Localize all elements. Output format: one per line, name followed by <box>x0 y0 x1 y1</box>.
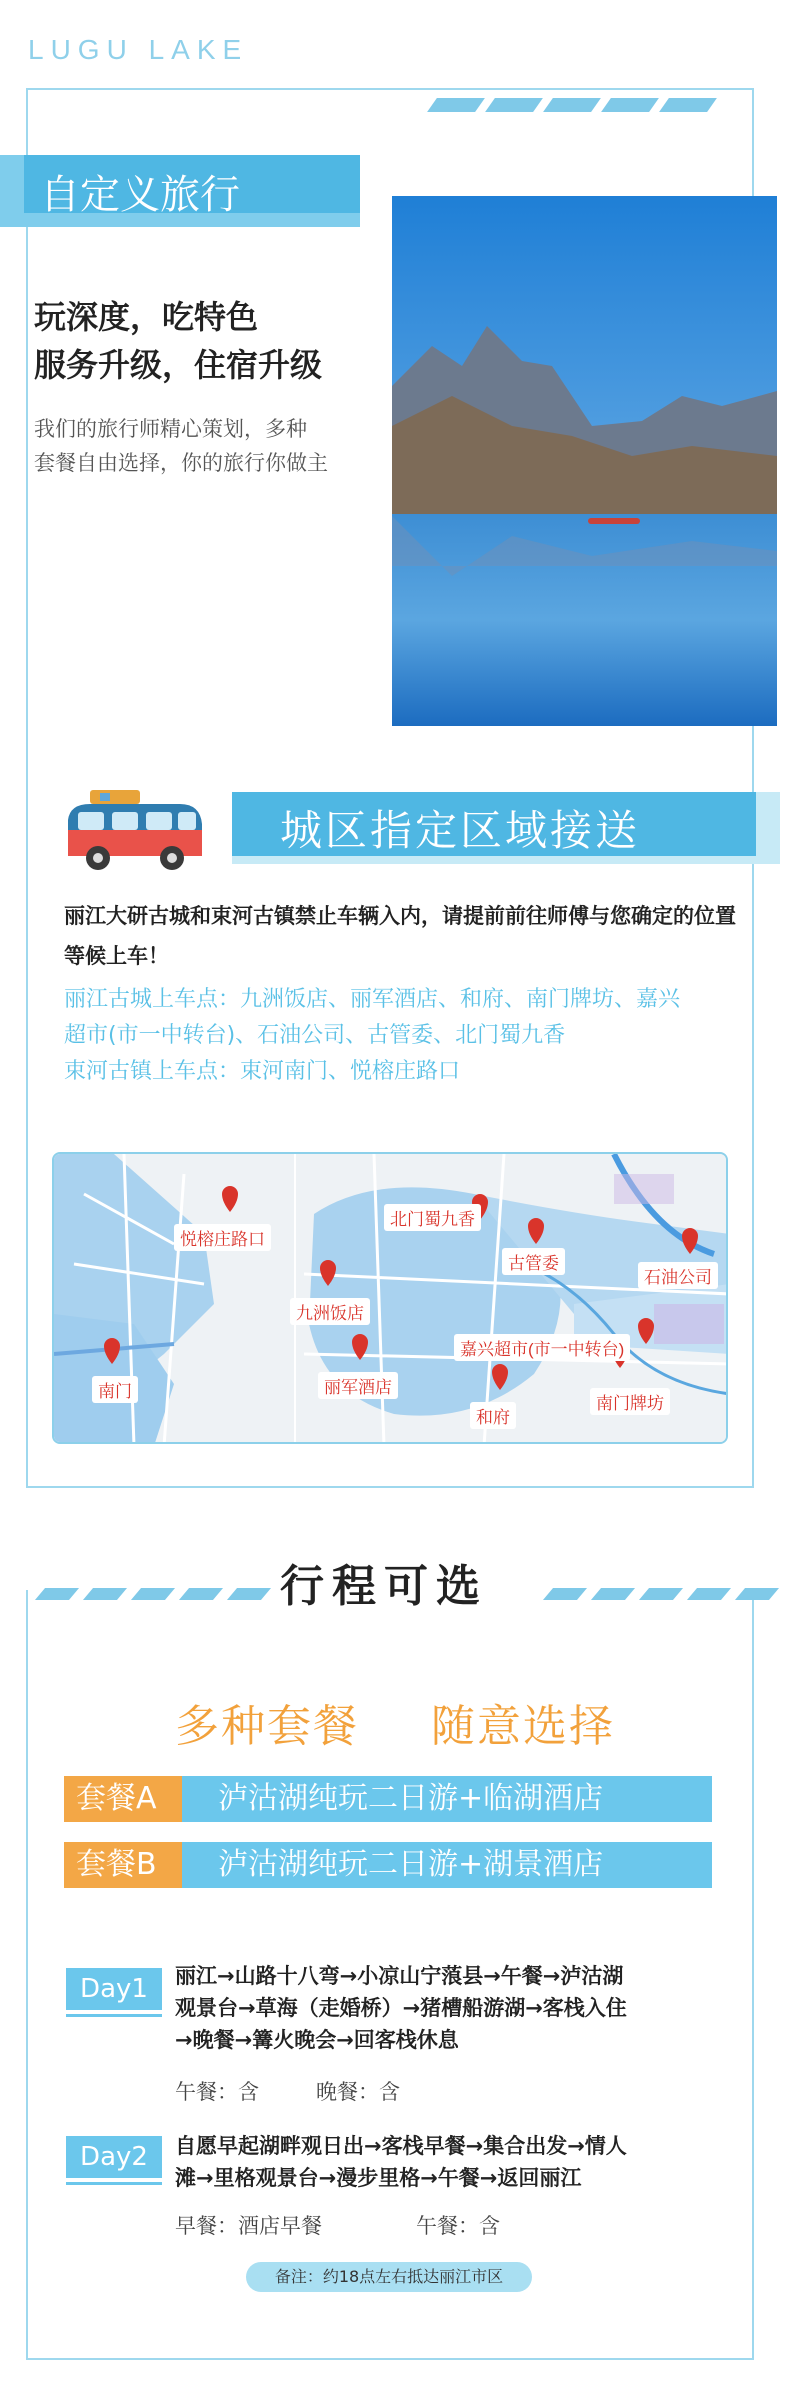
package-a[interactable] <box>64 1776 712 1822</box>
map-label-nanmen-paifang[interactable]: 南门牌坊 <box>590 1388 670 1415</box>
day1-tag: Day1 <box>66 1968 162 2010</box>
map-label-beimen[interactable]: 北门蜀九香 <box>384 1204 481 1231</box>
slogan-1: 多种套餐 <box>175 1701 359 1752</box>
intro-desc-line-1: 我们的旅行师精心策划，多种 <box>34 417 307 441</box>
day1-route-line-3: →晚餐→篝火晚会→回客栈休息 <box>175 2028 459 2052</box>
day1-route <box>175 1960 735 2056</box>
pickup-notice: 丽江大研古城和束河古镇禁止车辆入内，请提前前往师傅与您确定的位置等候上车！ <box>64 904 736 968</box>
day2-route-line-1: 自愿早起湖畔观日出→客栈早餐→集合出发→情人 <box>175 2134 627 2158</box>
map-label-yuerongzhuang[interactable]: 悦榕庄路口 <box>174 1224 271 1251</box>
day1-route-line-1: 丽江→山路十八弯→小凉山宁蒗县→午餐→泸沽湖 <box>175 1964 624 1988</box>
pickup-points-old-town <box>64 982 754 1090</box>
day2-meal-2: 午餐：含 <box>416 2214 500 2238</box>
day2-route <box>175 2130 735 2194</box>
day1-underline <box>66 2014 162 2017</box>
brand-text: LUGU LAKE <box>28 34 249 65</box>
package-a-name: 泸沽湖纯玩二日游+临湖酒店 <box>182 1776 712 1822</box>
decor-stripes <box>432 98 712 112</box>
slogan-2: 随意选择 <box>431 1701 615 1752</box>
package-b[interactable] <box>64 1842 712 1888</box>
pickup-points-line-1: 丽江古城上车点：九洲饭店、丽军酒店、和府、南门牌坊、嘉兴 <box>64 987 681 1012</box>
day1-route-line-2: 观景台→草海（走婚桥）→猪槽船游湖→客栈入住 <box>175 1996 627 2020</box>
itinerary-slogan <box>0 1690 790 1754</box>
section-title: 自定义旅行 <box>40 172 240 218</box>
map-label-lijun[interactable]: 丽军酒店 <box>318 1372 398 1399</box>
map-label-jiuzhou[interactable]: 九洲饭店 <box>290 1298 370 1325</box>
package-a-tag: 套餐A <box>64 1776 182 1822</box>
day1-meal-2: 晚餐：含 <box>316 2080 400 2104</box>
pickup-points-shuhe: 束河古镇上车点：束河南门、悦榕庄路口 <box>64 1059 461 1084</box>
map-label-nanmen[interactable]: 南门 <box>92 1376 138 1403</box>
bus-icon <box>60 790 210 880</box>
intro-desc <box>34 412 374 480</box>
title-banner <box>0 155 360 227</box>
pickup-map[interactable] <box>52 1152 728 1444</box>
day1-meal-1: 午餐：含 <box>175 2080 259 2104</box>
headline-1: 玩深度，吃特色 <box>34 298 259 336</box>
day2-route-line-2: 滩→里格观景台→漫步里格→午餐→返回丽江 <box>175 2166 582 2190</box>
itinerary-title: 行程可选 <box>280 1561 488 1612</box>
package-b-name: 泸沽湖纯玩二日游+湖景酒店 <box>182 1842 712 1888</box>
lake-photo <box>392 196 777 726</box>
map-label-shiyou[interactable]: 石油公司 <box>638 1262 718 1289</box>
map-label-guguanwei[interactable]: 古管委 <box>502 1248 565 1275</box>
pickup-banner <box>232 792 780 864</box>
day2-meal-1: 早餐：酒店早餐 <box>175 2214 322 2238</box>
map-label-hefu[interactable]: 和府 <box>470 1402 516 1429</box>
day2-tag: Day2 <box>66 2136 162 2178</box>
day2-underline <box>66 2182 162 2185</box>
itinerary-footnote: 备注：约18点左右抵达丽江市区 <box>246 2262 532 2292</box>
decor-stripes-left <box>40 1588 266 1600</box>
package-b-tag: 套餐B <box>64 1842 182 1888</box>
map-label-jiaxing[interactable]: 嘉兴超市(市一中转台) <box>454 1334 630 1361</box>
decor-stripes-right <box>548 1588 774 1600</box>
headline-2: 服务升级，住宿升级 <box>34 346 323 384</box>
pickup-points-line-2: 超市(市一中转台)、石油公司、古管委、北门蜀九香 <box>64 1023 566 1048</box>
pickup-title: 城区指定区域接送 <box>280 806 641 855</box>
intro-desc-line-2: 套餐自由选择，你的旅行你做主 <box>34 451 328 475</box>
